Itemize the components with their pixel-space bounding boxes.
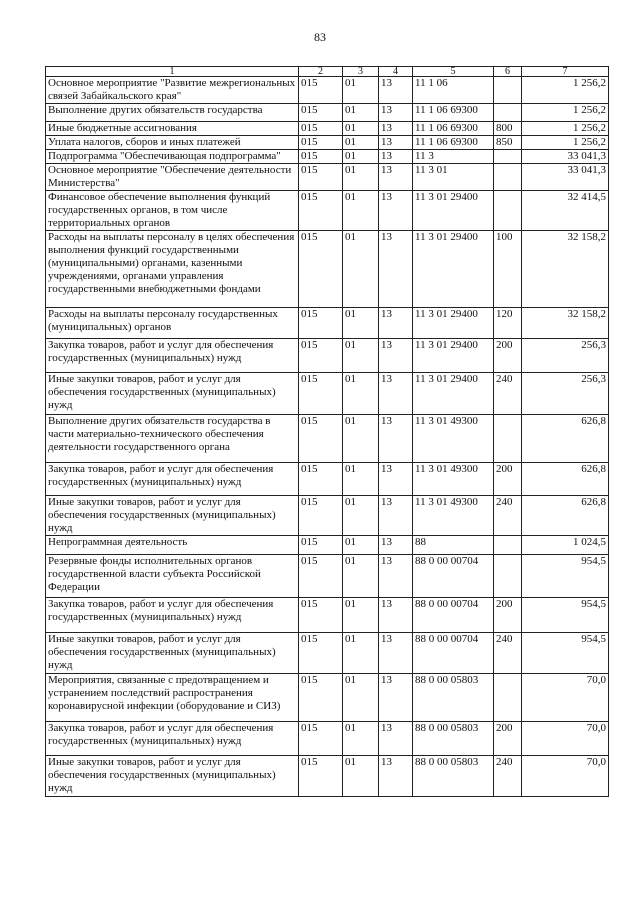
row-target-article-cell: 11 1 06 69300 bbox=[413, 104, 494, 122]
row-name-cell: Расходы на выплаты персоналу в целях обеспечения выполнения функций государственными (муниципальными) органами, казенными учреждениями, органами управления государственными внебюджетными фондами bbox=[46, 231, 299, 308]
row-name-cell: Иные закупки товаров, работ и услуг для обеспечения государственных (муниципальных) нужд bbox=[46, 496, 299, 536]
row-admin-code-cell: 015 bbox=[299, 633, 343, 674]
row-admin-code-cell: 015 bbox=[299, 598, 343, 633]
budget-table bbox=[45, 66, 609, 797]
row-name-cell: Иные закупки товаров, работ и услуг для обеспечения государственных (муниципальных) нужд bbox=[46, 373, 299, 415]
row-admin-code-cell: 015 bbox=[299, 415, 343, 463]
table-row bbox=[46, 164, 609, 191]
row-amount-cell: 626,8 bbox=[522, 415, 609, 463]
table-row bbox=[46, 77, 609, 104]
row-amount-cell: 1 256,2 bbox=[522, 122, 609, 136]
row-admin-code-cell: 015 bbox=[299, 104, 343, 122]
row-name-cell: Непрограммная деятельность bbox=[46, 536, 299, 555]
row-subsection-cell: 13 bbox=[379, 415, 413, 463]
row-section-cell: 01 bbox=[343, 598, 379, 633]
row-admin-code-cell: 015 bbox=[299, 722, 343, 756]
table-row bbox=[46, 598, 609, 633]
row-amount-cell: 256,3 bbox=[522, 373, 609, 415]
row-amount-cell: 626,8 bbox=[522, 463, 609, 496]
table-row bbox=[46, 536, 609, 555]
row-admin-code-cell: 015 bbox=[299, 756, 343, 797]
row-amount-cell: 1 024,5 bbox=[522, 536, 609, 555]
table-row bbox=[46, 231, 609, 308]
row-admin-code-cell: 015 bbox=[299, 339, 343, 373]
row-name-cell: Уплата налогов, сборов и иных платежей bbox=[46, 136, 299, 150]
row-subsection-cell: 13 bbox=[379, 463, 413, 496]
row-name-cell: Закупка товаров, работ и услуг для обеспечения государственных (муниципальных) нужд bbox=[46, 463, 299, 496]
row-admin-code-cell: 015 bbox=[299, 308, 343, 339]
row-amount-cell: 33 041,3 bbox=[522, 164, 609, 191]
row-section-cell: 01 bbox=[343, 231, 379, 308]
column-header-2: 2 bbox=[299, 67, 343, 77]
row-target-article-cell: 11 3 bbox=[413, 150, 494, 164]
row-subsection-cell: 13 bbox=[379, 104, 413, 122]
table-row bbox=[46, 339, 609, 373]
row-name-cell: Закупка товаров, работ и услуг для обеспечения государственных (муниципальных) нужд bbox=[46, 598, 299, 633]
row-name-cell: Иные закупки товаров, работ и услуг для обеспечения государственных (муниципальных) нужд bbox=[46, 633, 299, 674]
row-name-cell: Расходы на выплаты персоналу государственных (муниципальных) органов bbox=[46, 308, 299, 339]
table-row bbox=[46, 756, 609, 797]
row-amount-cell: 70,0 bbox=[522, 756, 609, 797]
row-expense-type-cell: 240 bbox=[494, 756, 522, 797]
row-target-article-cell: 88 0 00 00704 bbox=[413, 633, 494, 674]
row-subsection-cell: 13 bbox=[379, 308, 413, 339]
row-admin-code-cell: 015 bbox=[299, 231, 343, 308]
row-name-cell: Резервные фонды исполнительных органов государственной власти субъекта Российской Федерации bbox=[46, 555, 299, 598]
row-admin-code-cell: 015 bbox=[299, 77, 343, 104]
table-row bbox=[46, 373, 609, 415]
row-amount-cell: 1 256,2 bbox=[522, 104, 609, 122]
row-admin-code-cell: 015 bbox=[299, 136, 343, 150]
row-section-cell: 01 bbox=[343, 104, 379, 122]
row-expense-type-cell bbox=[494, 415, 522, 463]
row-admin-code-cell: 015 bbox=[299, 373, 343, 415]
row-admin-code-cell: 015 bbox=[299, 496, 343, 536]
row-section-cell: 01 bbox=[343, 164, 379, 191]
row-expense-type-cell bbox=[494, 164, 522, 191]
row-target-article-cell: 11 3 01 29400 bbox=[413, 191, 494, 231]
row-target-article-cell: 11 3 01 29400 bbox=[413, 373, 494, 415]
column-header-6: 6 bbox=[494, 67, 522, 77]
table-row bbox=[46, 496, 609, 536]
row-amount-cell: 626,8 bbox=[522, 496, 609, 536]
table-row bbox=[46, 150, 609, 164]
row-expense-type-cell: 240 bbox=[494, 496, 522, 536]
row-section-cell: 01 bbox=[343, 463, 379, 496]
row-section-cell: 01 bbox=[343, 633, 379, 674]
row-target-article-cell: 11 3 01 29400 bbox=[413, 308, 494, 339]
row-admin-code-cell: 015 bbox=[299, 555, 343, 598]
page-number: 83 bbox=[314, 30, 326, 44]
row-target-article-cell: 11 3 01 49300 bbox=[413, 463, 494, 496]
row-name-cell: Мероприятия, связанные с предотвращением и устранением последствий распространения коронавирусной инфекции (оборудование и СИЗ) bbox=[46, 674, 299, 722]
row-subsection-cell: 13 bbox=[379, 555, 413, 598]
row-expense-type-cell bbox=[494, 150, 522, 164]
row-section-cell: 01 bbox=[343, 496, 379, 536]
row-admin-code-cell: 015 bbox=[299, 536, 343, 555]
row-subsection-cell: 13 bbox=[379, 191, 413, 231]
row-amount-cell: 33 041,3 bbox=[522, 150, 609, 164]
table-row bbox=[46, 463, 609, 496]
table-row bbox=[46, 674, 609, 722]
row-section-cell: 01 bbox=[343, 536, 379, 555]
row-target-article-cell: 11 3 01 49300 bbox=[413, 415, 494, 463]
row-target-article-cell: 11 3 01 29400 bbox=[413, 231, 494, 308]
row-admin-code-cell: 015 bbox=[299, 164, 343, 191]
row-subsection-cell: 13 bbox=[379, 122, 413, 136]
row-name-cell: Выполнение других обязательств государства в части материально-технического обеспечения деятельности государственного органа bbox=[46, 415, 299, 463]
row-subsection-cell: 13 bbox=[379, 496, 413, 536]
row-amount-cell: 1 256,2 bbox=[522, 136, 609, 150]
row-amount-cell: 954,5 bbox=[522, 633, 609, 674]
row-target-article-cell: 88 bbox=[413, 536, 494, 555]
column-header-5: 5 bbox=[413, 67, 494, 77]
row-expense-type-cell: 200 bbox=[494, 339, 522, 373]
table-row bbox=[46, 555, 609, 598]
column-header-3: 3 bbox=[343, 67, 379, 77]
row-name-cell: Закупка товаров, работ и услуг для обеспечения государственных (муниципальных) нужд bbox=[46, 722, 299, 756]
row-section-cell: 01 bbox=[343, 150, 379, 164]
row-subsection-cell: 13 bbox=[379, 77, 413, 104]
table-row bbox=[46, 308, 609, 339]
row-amount-cell: 70,0 bbox=[522, 674, 609, 722]
row-subsection-cell: 13 bbox=[379, 373, 413, 415]
table-row bbox=[46, 136, 609, 150]
row-name-cell: Закупка товаров, работ и услуг для обеспечения государственных (муниципальных) нужд bbox=[46, 339, 299, 373]
row-subsection-cell: 13 bbox=[379, 674, 413, 722]
row-amount-cell: 32 158,2 bbox=[522, 308, 609, 339]
row-subsection-cell: 13 bbox=[379, 722, 413, 756]
row-expense-type-cell: 100 bbox=[494, 231, 522, 308]
row-amount-cell: 256,3 bbox=[522, 339, 609, 373]
row-expense-type-cell: 200 bbox=[494, 463, 522, 496]
row-target-article-cell: 88 0 00 05803 bbox=[413, 674, 494, 722]
row-expense-type-cell: 800 bbox=[494, 122, 522, 136]
row-expense-type-cell bbox=[494, 674, 522, 722]
row-amount-cell: 32 414,5 bbox=[522, 191, 609, 231]
row-target-article-cell: 88 0 00 00704 bbox=[413, 598, 494, 633]
row-section-cell: 01 bbox=[343, 136, 379, 150]
table-row bbox=[46, 104, 609, 122]
row-expense-type-cell bbox=[494, 191, 522, 231]
row-admin-code-cell: 015 bbox=[299, 463, 343, 496]
column-header-4: 4 bbox=[379, 67, 413, 77]
row-expense-type-cell bbox=[494, 104, 522, 122]
row-section-cell: 01 bbox=[343, 674, 379, 722]
row-subsection-cell: 13 bbox=[379, 536, 413, 555]
row-name-cell: Финансовое обеспечение выполнения функций государственных органов, в том числе территориальных органов bbox=[46, 191, 299, 231]
row-name-cell: Основное мероприятие "Развитие межрегиональных связей Забайкальского края" bbox=[46, 77, 299, 104]
row-target-article-cell: 11 1 06 69300 bbox=[413, 136, 494, 150]
row-section-cell: 01 bbox=[343, 77, 379, 104]
row-target-article-cell: 88 0 00 05803 bbox=[413, 756, 494, 797]
row-target-article-cell: 88 0 00 05803 bbox=[413, 722, 494, 756]
row-section-cell: 01 bbox=[343, 756, 379, 797]
row-subsection-cell: 13 bbox=[379, 150, 413, 164]
row-section-cell: 01 bbox=[343, 415, 379, 463]
row-name-cell: Иные бюджетные ассигнования bbox=[46, 122, 299, 136]
row-expense-type-cell bbox=[494, 536, 522, 555]
row-expense-type-cell: 240 bbox=[494, 373, 522, 415]
row-admin-code-cell: 015 bbox=[299, 191, 343, 231]
table-row bbox=[46, 633, 609, 674]
row-name-cell: Иные закупки товаров, работ и услуг для обеспечения государственных (муниципальных) нужд bbox=[46, 756, 299, 797]
row-subsection-cell: 13 bbox=[379, 231, 413, 308]
row-target-article-cell: 88 0 00 00704 bbox=[413, 555, 494, 598]
row-expense-type-cell bbox=[494, 555, 522, 598]
row-expense-type-cell: 120 bbox=[494, 308, 522, 339]
row-section-cell: 01 bbox=[343, 308, 379, 339]
row-section-cell: 01 bbox=[343, 339, 379, 373]
row-target-article-cell: 11 1 06 bbox=[413, 77, 494, 104]
row-expense-type-cell: 850 bbox=[494, 136, 522, 150]
row-subsection-cell: 13 bbox=[379, 598, 413, 633]
row-subsection-cell: 13 bbox=[379, 339, 413, 373]
row-expense-type-cell: 240 bbox=[494, 633, 522, 674]
row-amount-cell: 32 158,2 bbox=[522, 231, 609, 308]
table-row bbox=[46, 122, 609, 136]
row-name-cell: Подпрограмма "Обеспечивающая подпрограмма" bbox=[46, 150, 299, 164]
row-expense-type-cell: 200 bbox=[494, 722, 522, 756]
row-target-article-cell: 11 3 01 29400 bbox=[413, 339, 494, 373]
row-section-cell: 01 bbox=[343, 555, 379, 598]
row-expense-type-cell bbox=[494, 77, 522, 104]
table-header-row bbox=[46, 67, 609, 77]
column-header-1: 1 bbox=[46, 67, 299, 77]
row-subsection-cell: 13 bbox=[379, 164, 413, 191]
row-target-article-cell: 11 3 01 bbox=[413, 164, 494, 191]
row-subsection-cell: 13 bbox=[379, 756, 413, 797]
row-section-cell: 01 bbox=[343, 191, 379, 231]
row-admin-code-cell: 015 bbox=[299, 150, 343, 164]
row-section-cell: 01 bbox=[343, 122, 379, 136]
column-header-7: 7 bbox=[522, 67, 609, 77]
row-subsection-cell: 13 bbox=[379, 633, 413, 674]
table-row bbox=[46, 415, 609, 463]
table-row bbox=[46, 191, 609, 231]
row-admin-code-cell: 015 bbox=[299, 122, 343, 136]
row-subsection-cell: 13 bbox=[379, 136, 413, 150]
row-expense-type-cell: 200 bbox=[494, 598, 522, 633]
row-amount-cell: 954,5 bbox=[522, 598, 609, 633]
row-amount-cell: 1 256,2 bbox=[522, 77, 609, 104]
row-amount-cell: 70,0 bbox=[522, 722, 609, 756]
row-name-cell: Выполнение других обязательств государства bbox=[46, 104, 299, 122]
row-section-cell: 01 bbox=[343, 722, 379, 756]
row-admin-code-cell: 015 bbox=[299, 674, 343, 722]
row-name-cell: Основное мероприятие "Обеспечение деятельности Министерства" bbox=[46, 164, 299, 191]
table-row bbox=[46, 722, 609, 756]
row-amount-cell: 954,5 bbox=[522, 555, 609, 598]
row-target-article-cell: 11 3 01 49300 bbox=[413, 496, 494, 536]
row-target-article-cell: 11 1 06 69300 bbox=[413, 122, 494, 136]
row-section-cell: 01 bbox=[343, 373, 379, 415]
